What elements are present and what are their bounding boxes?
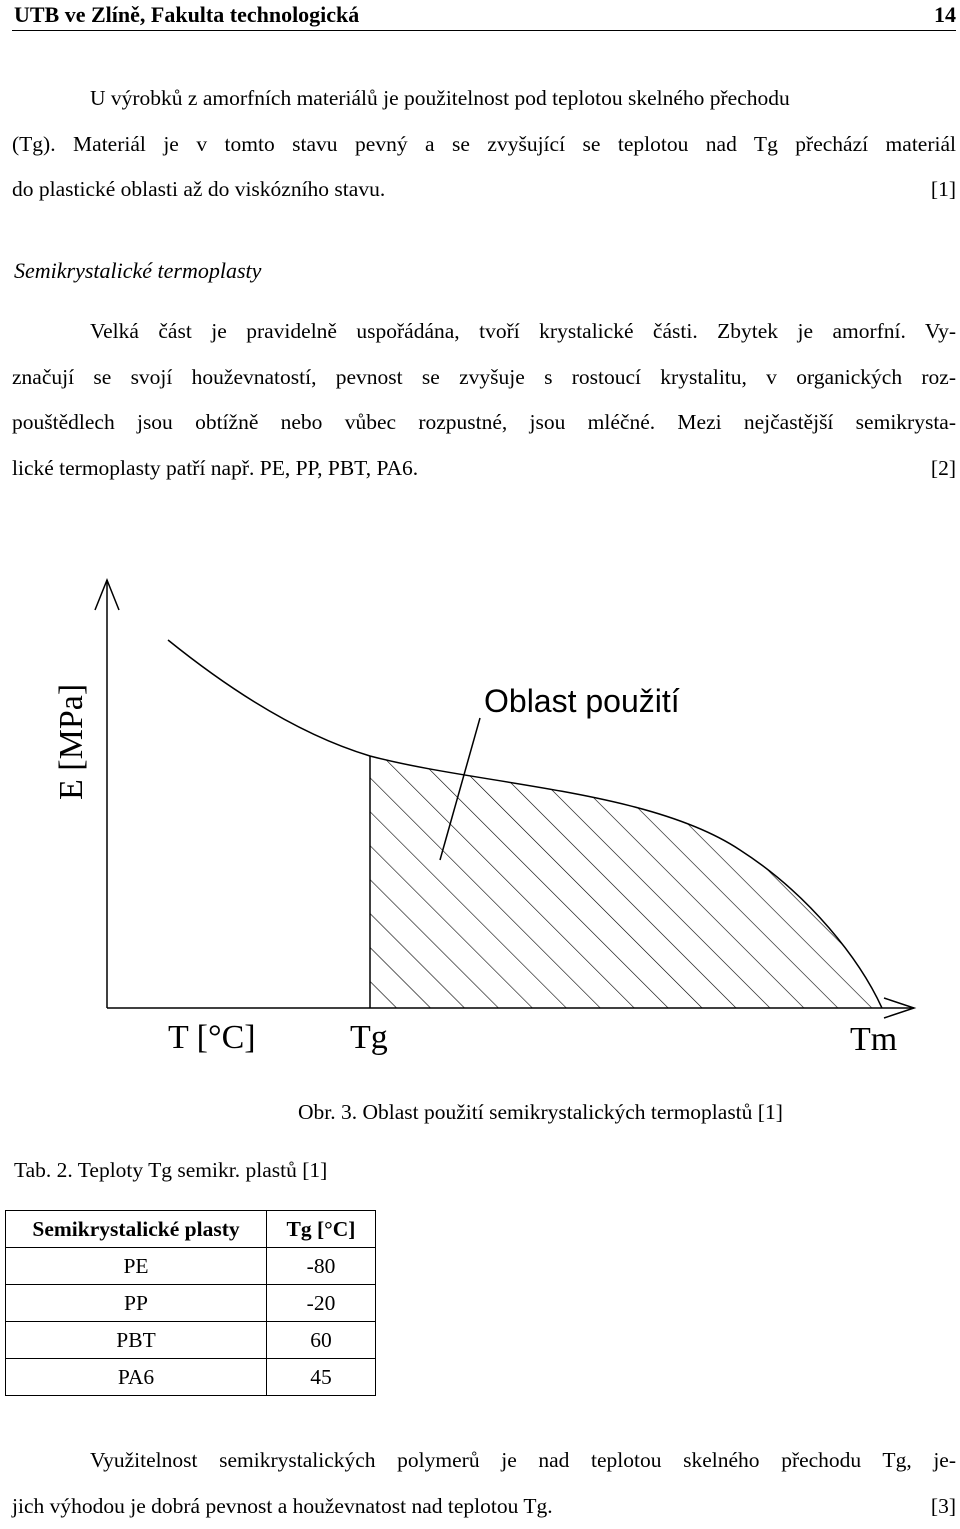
section-heading: Semikrystalické termoplasty [14,258,261,284]
table-row [6,1285,376,1322]
usage-region-hatch [370,756,882,1008]
table-row [6,1248,376,1285]
header-title: UTB ve Zlíně, Fakulta technologická [14,2,359,28]
citation-ref: [2] [931,446,956,492]
paragraph-line-last [12,167,956,213]
paragraph-usability [12,1438,956,1529]
table-cell-tg: -20 [267,1285,376,1322]
page-number: 14 [934,2,956,28]
paragraph-line: značují se svojí houževnatostí, pevnost se zvyšuje s rostoucí krystalitu, v organických roz- [12,355,956,401]
table-row [6,1322,376,1359]
paragraph-line: U výrobků z amorfních materiálů je použitelnost pod teplotou skelného přechodu [12,76,956,122]
paragraph-line: (Tg). Materiál je v tomto stavu pevný a se zvyšující se teplotou nad Tg přechází materiál [12,122,956,168]
paragraph-line: Velká část je pravidelně uspořádána, tvoří krystalické části. Zbytek je amorfní. Vy- [12,309,956,355]
figure-caption: Obr. 3. Oblast použití semikrystalických termoplastů [1] [298,1100,783,1125]
tick-label-tm: Tm [850,1021,897,1058]
paragraph-semicrystalline [12,309,956,491]
annotation-label: Oblast použití [484,683,680,719]
page-header [12,0,956,31]
table-header-row [6,1211,376,1248]
table-header-cell: Tg [°C] [267,1211,376,1248]
paragraph-line-text: do plastické oblasti až do viskózního stavu. [12,177,385,201]
table-row [6,1359,376,1396]
table-header-cell: Semikrystalické plasty [6,1211,267,1248]
modulus-temperature-diagram [50,560,930,1070]
y-axis-label: E [MPa] [53,684,90,800]
table-cell-plastic: PP [6,1285,267,1322]
tg-table [5,1210,376,1396]
paragraph-line-text: jich výhodou je dobrá pevnost a houževnatost nad teplotou Tg. [12,1494,553,1518]
paragraph-line: pouštědlech jsou obtížně nebo vůbec rozpustné, jsou mléčné. Mezi nejčastější semikrysta- [12,400,956,446]
citation-ref: [3] [931,1484,956,1529]
x-axis-label: T [°C] [168,1019,256,1056]
table-cell-tg: 45 [267,1359,376,1396]
table-cell-tg: 60 [267,1322,376,1359]
table-caption: Tab. 2. Teploty Tg semikr. plastů [1] [14,1158,327,1183]
paragraph-line-last [12,446,956,492]
paragraph-line-text: lické termoplasty patří např. PE, PP, PBT, PA6. [12,456,418,480]
paragraph-line: Využitelnost semikrystalických polymerů je nad teplotou skelného přechodu Tg, je- [12,1438,956,1484]
citation-ref: [1] [931,167,956,213]
paragraph-amorphous [12,76,956,213]
table-cell-plastic: PBT [6,1322,267,1359]
table-cell-plastic: PA6 [6,1359,267,1396]
paragraph-line-last [12,1484,956,1529]
table-cell-tg: -80 [267,1248,376,1285]
table-cell-plastic: PE [6,1248,267,1285]
tick-label-tg: Tg [350,1019,388,1056]
